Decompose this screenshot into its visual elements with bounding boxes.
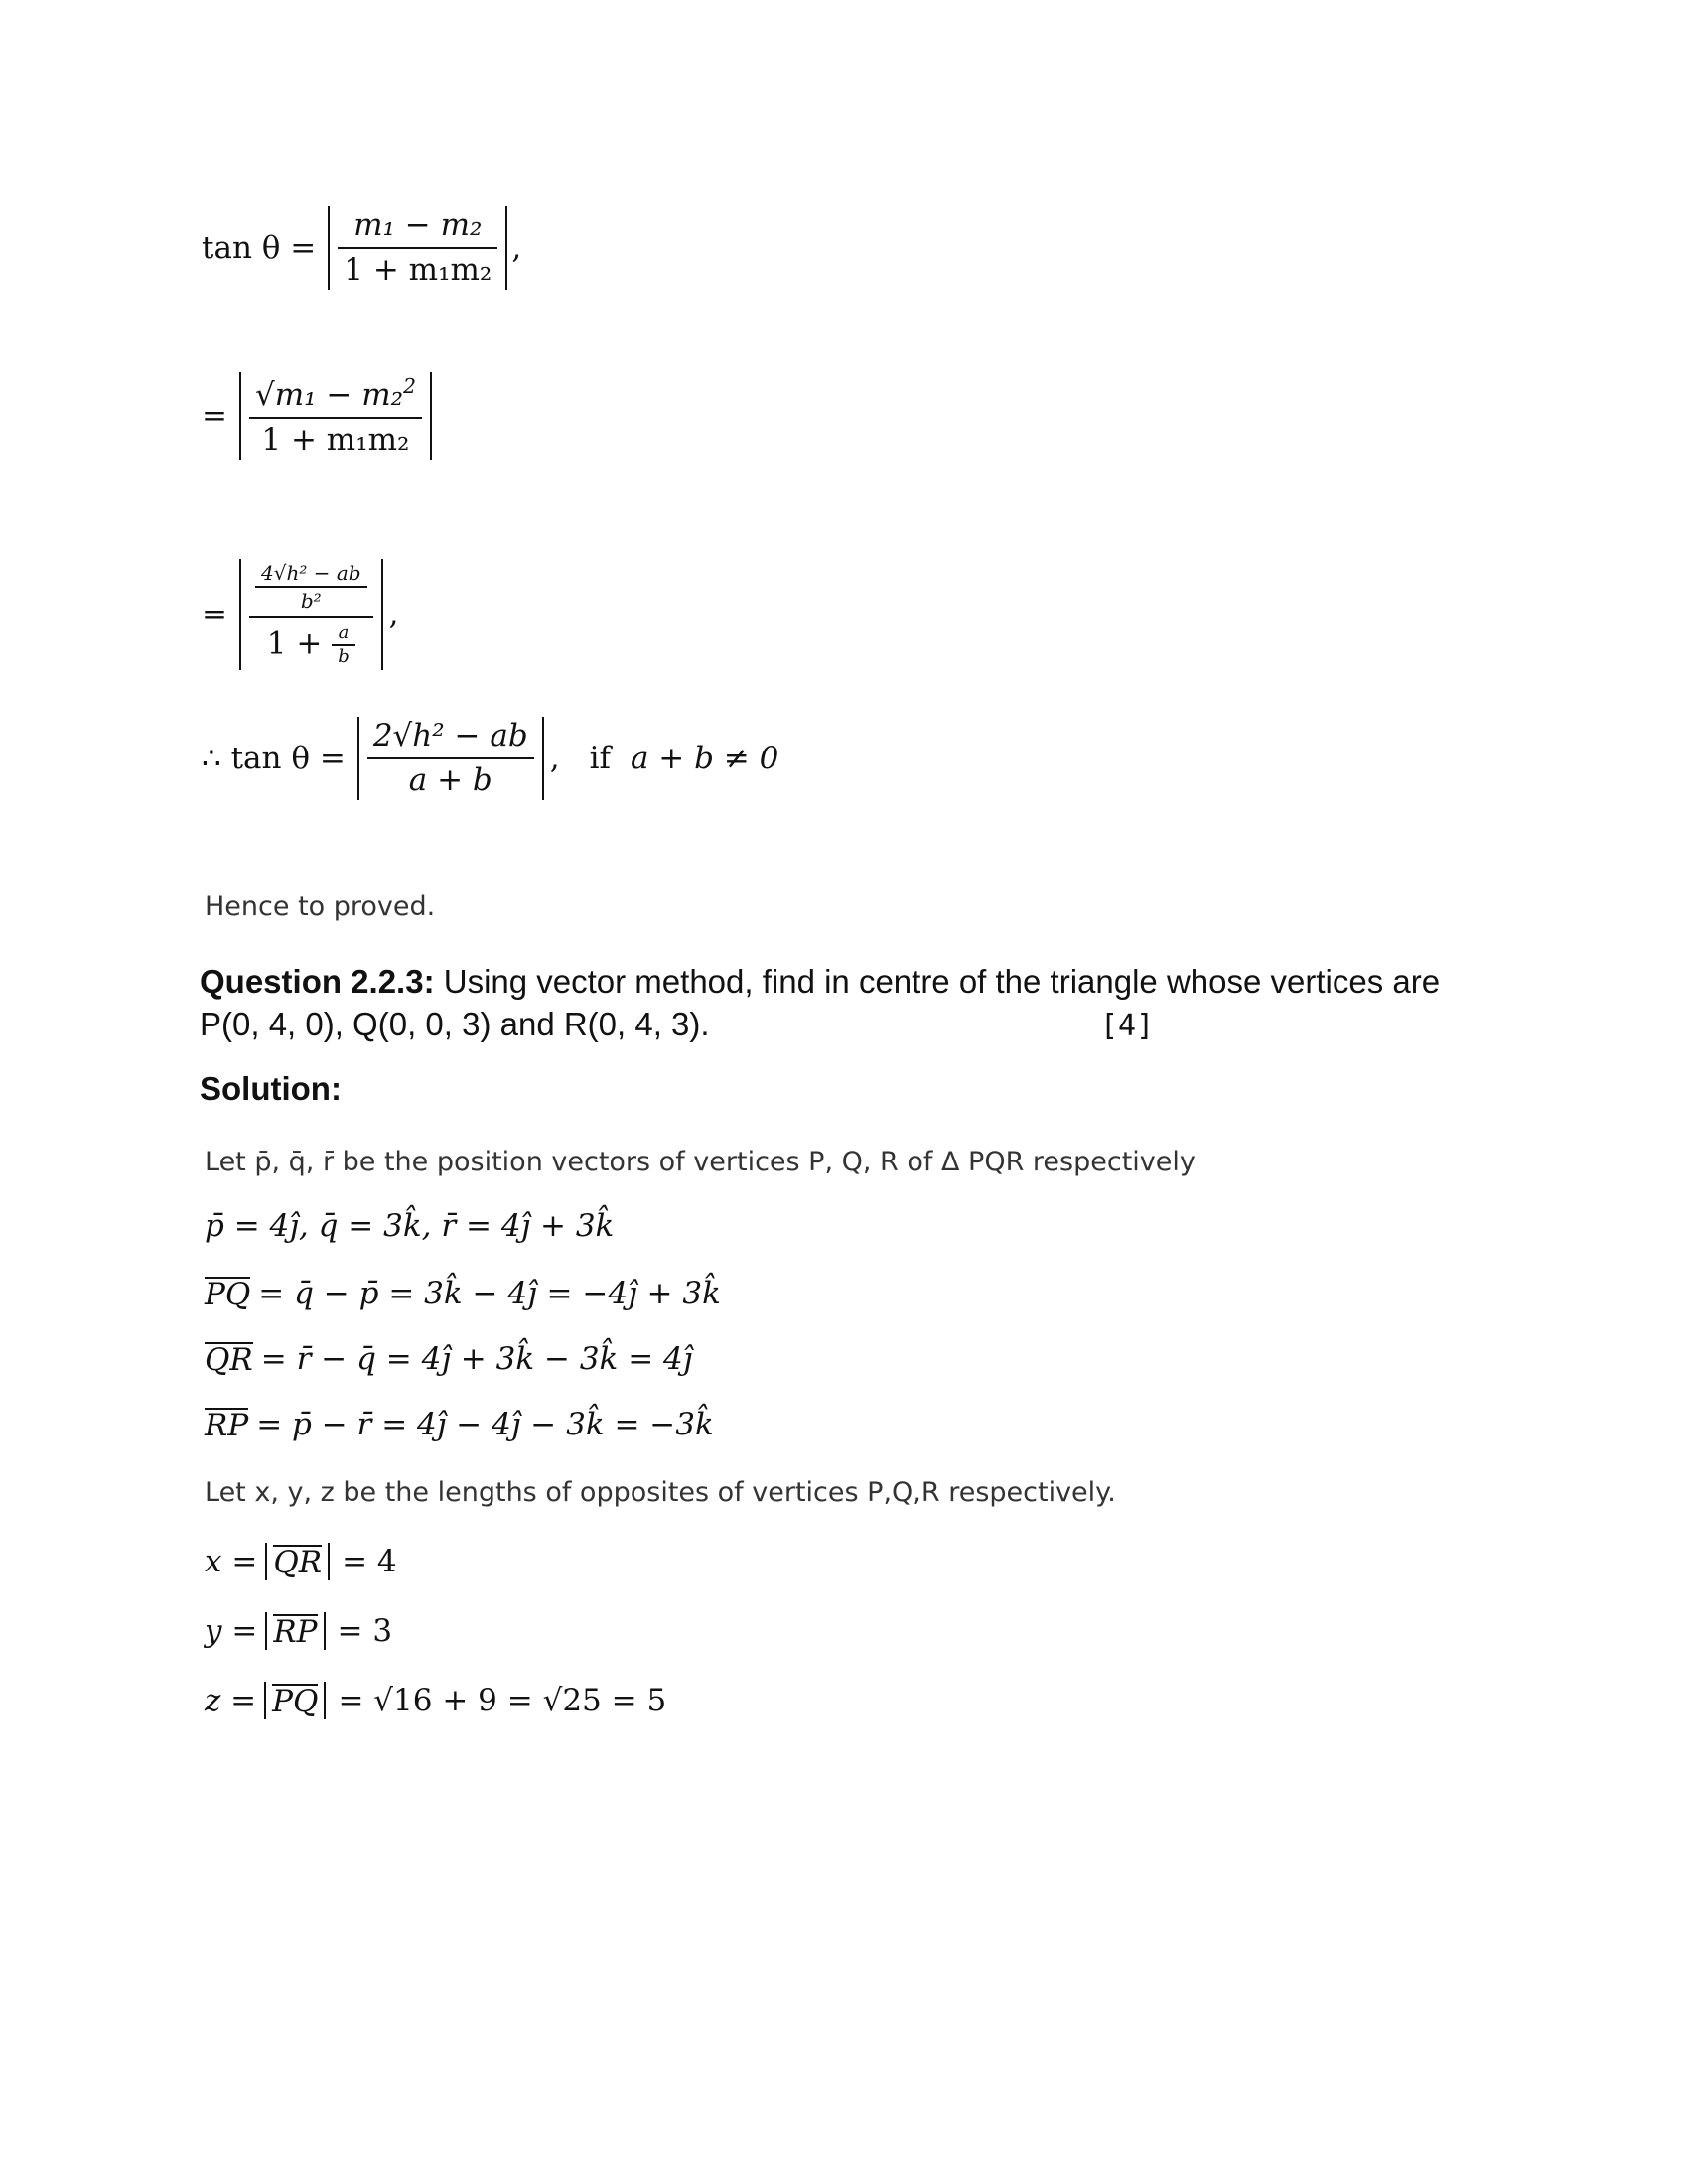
fraction-bar xyxy=(249,616,373,618)
fraction-bar xyxy=(249,417,422,419)
equation-step-3 xyxy=(202,559,398,670)
length-y-lhs: y = xyxy=(205,1612,258,1649)
eq4-numerator: 2√h² − ab xyxy=(372,718,528,753)
eq3-inner-fraction xyxy=(255,563,367,611)
length-z-abs xyxy=(264,1682,326,1719)
length-z-vector: PQ xyxy=(272,1684,319,1719)
length-x-line xyxy=(205,1543,397,1580)
eq3-denominator: 1 + $\frac{a}{b}$ xyxy=(261,624,361,666)
eq2-abs xyxy=(239,372,432,460)
vector-qr: QR xyxy=(205,1342,253,1378)
eq3-den-fraction xyxy=(332,624,355,666)
eq3-lhs: = xyxy=(202,596,227,632)
solution-intro: Let p̄, q̄, r̄ be the position vectors of vertices P, Q, R of Δ PQR respectively xyxy=(205,1147,1196,1177)
equation-tan-theta-1 xyxy=(202,206,521,290)
question-text-line-1: Using vector method, find in centre of the triangle whose vertices are xyxy=(443,963,1441,1000)
eq1-fraction xyxy=(338,207,497,288)
eq1-tail: , xyxy=(511,229,522,266)
eq4-abs xyxy=(357,717,544,800)
eq3-den-frac-den: b xyxy=(338,646,350,667)
fraction-bar xyxy=(255,586,367,588)
vector-rp-line xyxy=(205,1408,714,1441)
length-y-rhs: = 3 xyxy=(337,1612,393,1649)
eq3-inner-denominator: b² xyxy=(300,589,322,613)
eq2-denominator: 1 + m₁m₂ xyxy=(261,422,410,459)
eq4-condition: if xyxy=(589,740,611,776)
vector-rp-expr: = p̄ − r̄ = 4ĵ − 4ĵ − 3k̂ = −3k̂ xyxy=(256,1406,714,1442)
vector-rp: RP xyxy=(205,1408,249,1443)
eq2-lhs: = xyxy=(202,397,227,434)
eq4-tail: , xyxy=(549,740,560,776)
equation-step-2 xyxy=(202,372,432,460)
eq3-inner-numerator: 4√h² − ab xyxy=(260,561,361,585)
fraction-bar xyxy=(338,247,497,249)
eq1-denominator: 1 + m₁m₂ xyxy=(344,252,492,288)
vector-qr-expr: = r̄ − q̄ = 4ĵ + 3k̂ − 3k̂ = 4ĵ xyxy=(260,1340,693,1377)
eq3-tail: , xyxy=(388,596,399,632)
length-z-line xyxy=(205,1682,666,1719)
lengths-intro: Let x, y, z be the lengths of opposites of vertices P,Q,R respectively. xyxy=(205,1477,1116,1508)
eq2-fraction xyxy=(249,374,422,459)
vector-qr-line xyxy=(205,1342,692,1376)
hence-proved-text: Hence to proved. xyxy=(205,891,436,922)
length-x-rhs: = 4 xyxy=(342,1543,397,1579)
eq4-fraction xyxy=(367,718,534,798)
length-y-line xyxy=(205,1612,392,1650)
eq4-condition-expr: a + b ≠ 0 xyxy=(630,740,779,776)
length-z-rhs: = √16 + 9 = √25 = 5 xyxy=(338,1682,667,1718)
question-text-line-2: P(0, 4, 0), Q(0, 0, 3) and R(0, 4, 3). xyxy=(200,1006,710,1042)
eq3-fraction xyxy=(249,563,373,666)
length-x-lhs: x = xyxy=(205,1543,258,1579)
eq3-abs xyxy=(239,559,383,670)
vector-pq: PQ xyxy=(205,1277,251,1312)
eq1-numerator: m₁ − m₂ xyxy=(353,207,483,243)
equation-therefore xyxy=(202,717,778,800)
question-line-2 xyxy=(200,1003,1490,1045)
eq4-lhs: ∴ tan θ = xyxy=(202,740,346,776)
eq2-exponent: 2 xyxy=(403,374,416,398)
solution-label xyxy=(200,1067,342,1110)
vector-pq-expr: = q̄ − p̄ = 3k̂ − 4ĵ = −4ĵ + 3k̂ xyxy=(258,1275,721,1311)
solution-label-text: Solution: xyxy=(200,1070,342,1107)
length-x-vector: QR xyxy=(273,1545,323,1580)
eq2-numerator: √m₁ − m₂$^2$ xyxy=(254,374,416,414)
position-vectors-line: p̄ = 4ĵ, q̄ = 3k̂, r̄ = 4ĵ + 3k̂ xyxy=(205,1208,615,1244)
question-line-1 xyxy=(200,960,1490,1003)
length-z-lhs: z = xyxy=(205,1682,257,1718)
length-x-abs xyxy=(265,1543,330,1580)
vector-pq-line xyxy=(205,1277,721,1310)
length-y-abs xyxy=(265,1612,325,1650)
eq3-den-frac-num: a xyxy=(338,622,350,643)
length-y-vector: RP xyxy=(273,1614,318,1650)
eq1-abs xyxy=(328,206,507,290)
eq3-numerator xyxy=(249,563,373,611)
eq1-lhs: tan θ = xyxy=(202,229,317,266)
fraction-bar xyxy=(367,757,534,759)
question-marks: [4] xyxy=(1100,1009,1155,1043)
eq4-denominator: a + b xyxy=(408,762,492,798)
question-block xyxy=(200,960,1490,1045)
question-label: Question 2.2.3: xyxy=(200,963,435,1000)
